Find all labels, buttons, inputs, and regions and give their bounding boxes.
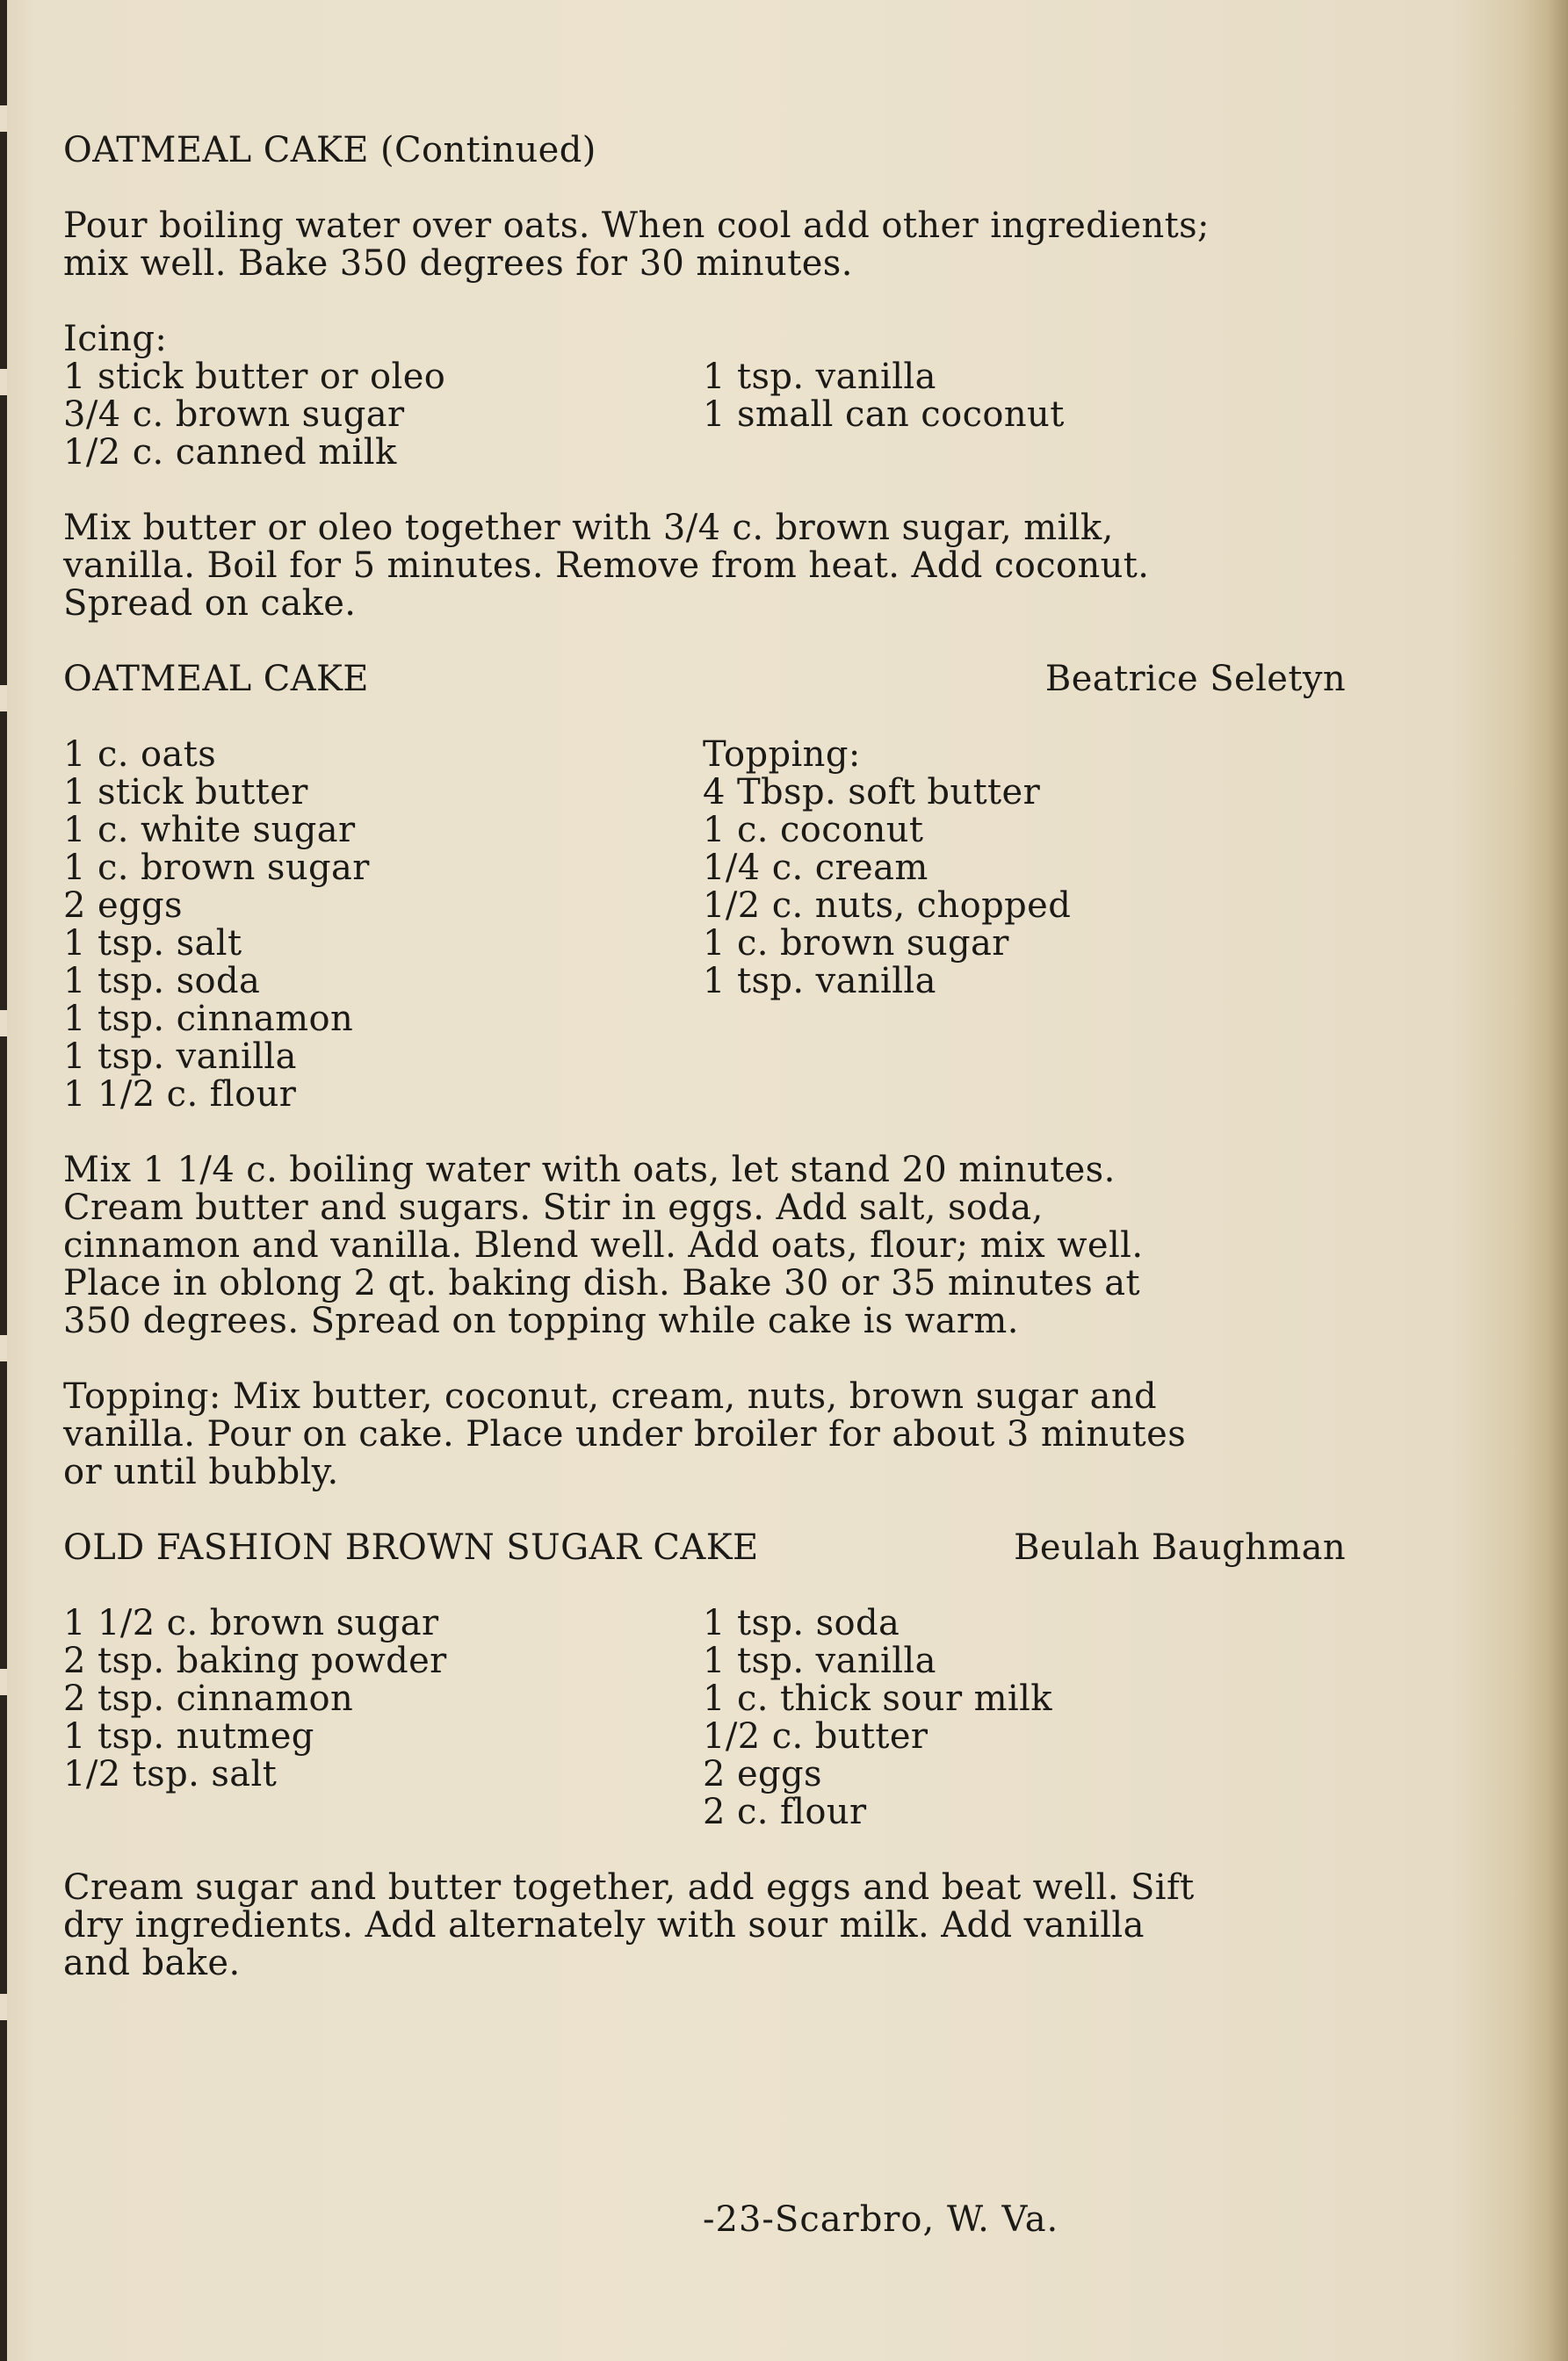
recipe-title: OATMEAL CAKE — [63, 659, 369, 699]
ingredient: 1 1/2 c. brown sugar — [63, 1603, 439, 1643]
topping-instructions: Topping: Mix butter, coconut, cream, nuts, brown sugar and vanilla. Pour on cake. Place under broiler for about 3 minutes or until bubbly. — [63, 1376, 1187, 1492]
recipe-header — [63, 1529, 1346, 1567]
ingredient: 2 c. flour — [703, 1792, 867, 1832]
icing-label: Icing: — [63, 319, 168, 359]
recipe-ingredients — [63, 1605, 1346, 1831]
binding-hole — [0, 1669, 7, 1695]
ingredient: 2 tsp. baking powder — [63, 1641, 447, 1681]
ingredients-right-column — [703, 358, 1346, 472]
ingredient: 1 stick butter — [63, 772, 308, 812]
ingredient: 4 Tbsp. soft butter — [703, 772, 1041, 812]
ingredient: 1 c. thick sour milk — [703, 1679, 1052, 1719]
ingredient: 1 tsp. vanilla — [703, 1641, 936, 1681]
ingredient: 1 tsp. vanilla — [63, 1036, 297, 1077]
ingredient: 1 c. oats — [63, 734, 217, 775]
recipe-instructions: Mix 1 1/4 c. boiling water with oats, let stand 20 minutes. Cream butter and sugars. Stir in eggs. Add salt, soda, cinnamon and vanilla. Blend well. Add oats, flour; mix well. Place in oblong 2 qt. baking dish. Bake 30 or 35 minutes at 350 degrees. Spread on topping while cake is warm. — [63, 1150, 1144, 1341]
recipe-title: OATMEAL CAKE (Continued) — [63, 130, 596, 170]
binding-hole — [0, 369, 7, 395]
ingredient: 1 1/2 c. flour — [63, 1074, 297, 1115]
ingredient: 2 eggs — [703, 1754, 822, 1794]
binding-hole — [0, 685, 7, 711]
ingredient: 3/4 c. brown sugar — [63, 394, 405, 435]
recipe-author: Beulah Baughman — [1014, 1527, 1346, 1568]
ingredient: 1 c. coconut — [703, 810, 924, 850]
ingredients-left-column — [63, 736, 703, 1114]
ingredient: 1 tsp. soda — [63, 961, 261, 1001]
ingredient: 1/2 tsp. salt — [63, 1754, 278, 1794]
ingredients-right-column — [703, 1605, 1346, 1831]
ingredient: 1 tsp. cinnamon — [63, 999, 354, 1039]
ingredient: 2 tsp. cinnamon — [63, 1679, 354, 1719]
ingredient: 1 c. brown sugar — [63, 848, 370, 888]
ingredients-left-column — [63, 358, 703, 472]
recipe-ingredients — [63, 736, 1346, 1114]
recipe-author: Beatrice Seletyn — [1044, 659, 1346, 699]
recipe-header — [63, 661, 1346, 698]
ingredient: 1 c. white sugar — [63, 810, 356, 850]
ingredient: 1 tsp. nutmeg — [63, 1716, 314, 1757]
page-footer: -23-Scarbro, W. Va. — [703, 2199, 1059, 2240]
ingredient: 2 eggs — [63, 885, 183, 926]
recipe-page-content — [63, 132, 1346, 1982]
ingredients-left-column — [63, 1605, 703, 1831]
ingredient: 1/2 c. butter — [703, 1716, 929, 1757]
binding-hole — [0, 1010, 7, 1036]
ingredient: 1 tsp. vanilla — [703, 961, 936, 1001]
binding-hole — [0, 1994, 7, 2020]
recipe-instructions: Cream sugar and butter together, add eggs and beat well. Sift dry ingredients. Add alternately with sour milk. Add vanilla and bake. — [63, 1867, 1195, 1983]
ingredients-right-column — [703, 736, 1346, 1114]
ingredient: 1 tsp. salt — [63, 923, 242, 964]
icing-ingredients — [63, 358, 1346, 472]
recipe-instructions: Pour boiling water over oats. When cool add other ingredients; mix well. Bake 350 degrees for 30 minutes. — [63, 206, 1210, 284]
ingredient: 1/2 c. nuts, chopped — [703, 885, 1072, 926]
ingredient: 1 small can coconut — [703, 394, 1065, 435]
ingredient: 1 tsp. soda — [703, 1603, 900, 1643]
ingredient: 1/4 c. cream — [703, 848, 929, 888]
ingredient: 1/2 c. canned milk — [63, 432, 397, 473]
topping-label: Topping: — [703, 734, 861, 775]
binding-hole — [0, 1335, 7, 1361]
recipe-title: OLD FASHION BROWN SUGAR CAKE — [63, 1527, 759, 1568]
ingredient: 1 tsp. vanilla — [703, 357, 936, 397]
binding-hole — [0, 105, 7, 132]
icing-instructions: Mix butter or oleo together with 3/4 c. brown sugar, milk, vanilla. Boil for 5 minutes. Remove from heat. Add coconut. Spread on cake. — [63, 508, 1150, 624]
ingredient: 1 c. brown sugar — [703, 923, 1009, 964]
ingredient: 1 stick butter or oleo — [63, 357, 446, 397]
